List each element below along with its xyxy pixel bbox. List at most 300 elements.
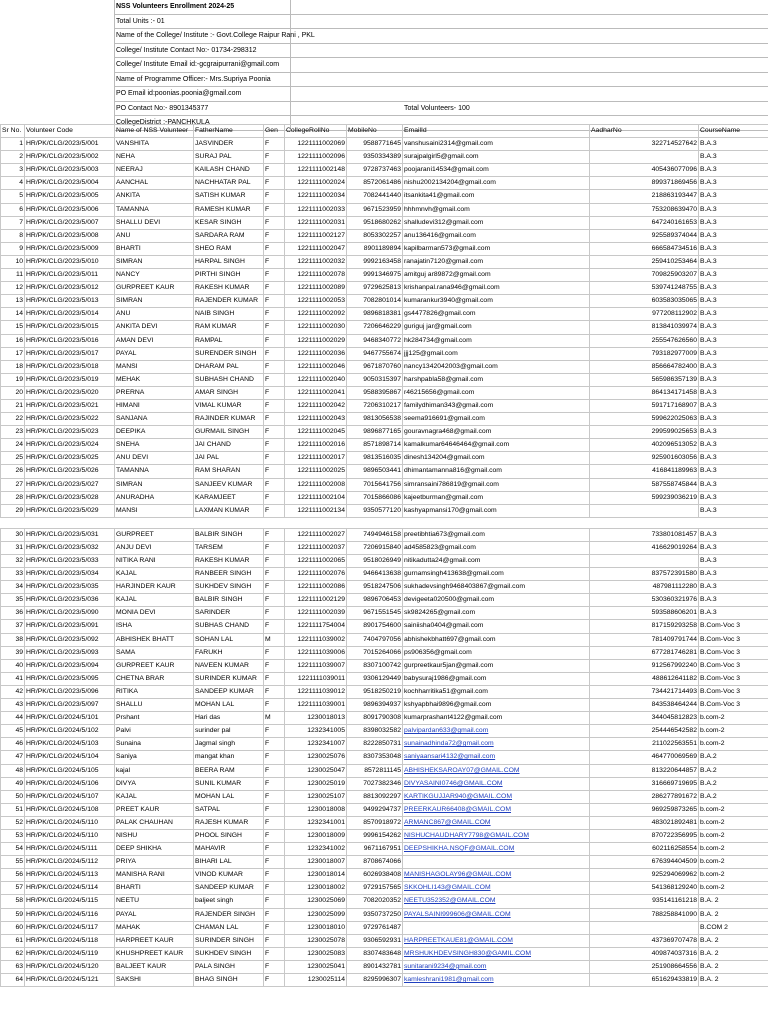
roll-no-cell[interactable]: 1230018007 (285, 856, 347, 869)
mobile-cell[interactable]: 9896394937 (347, 699, 403, 712)
email-cell[interactable]: shalludevi312@gmail.com (403, 216, 590, 229)
sr-no-cell[interactable]: 23 (1, 426, 25, 439)
sr-no-cell[interactable]: 17 (1, 347, 25, 360)
gender-cell[interactable]: F (264, 725, 285, 738)
roll-no-cell[interactable]: 1221111002042 (285, 399, 347, 412)
email-cell[interactable]: ad4585823@gmail.com (403, 541, 590, 554)
course-cell[interactable]: B.A.3 (699, 399, 768, 412)
roll-no-cell[interactable]: 1221111002041 (285, 386, 347, 399)
mobile-cell[interactable]: 8901754600 (347, 620, 403, 633)
email-cell[interactable]: simransaini786819@gmail.com (403, 478, 590, 491)
volunteer-name-cell[interactable]: VANSHITA (115, 138, 194, 151)
sr-no-cell[interactable]: 43 (1, 699, 25, 712)
volunteer-name-cell[interactable]: ISHA (115, 620, 194, 633)
volunteer-name-cell[interactable]: PRIYA (115, 856, 194, 869)
volunteer-code-cell[interactable]: HR/PK/CLG/2023/5/020 (25, 386, 115, 399)
aadhar-cell[interactable]: 733801081457 (590, 528, 699, 541)
sr-no-cell[interactable]: 14 (1, 308, 25, 321)
gender-cell[interactable]: F (264, 869, 285, 882)
sr-no-cell[interactable]: 19 (1, 373, 25, 386)
aadhar-cell[interactable]: 788258841090 (590, 908, 699, 921)
gender-cell[interactable]: F (264, 203, 285, 216)
gender-cell[interactable]: F (264, 229, 285, 242)
table-row[interactable] (1, 895, 768, 908)
aadhar-cell[interactable]: 259410253464 (590, 255, 699, 268)
gender-cell[interactable]: F (264, 843, 285, 856)
sr-no-cell[interactable]: 27 (1, 478, 25, 491)
gender-cell[interactable]: M (264, 633, 285, 646)
father-name-cell[interactable]: BALBIR SINGH (194, 528, 264, 541)
roll-no-cell[interactable]: 1221111002031 (285, 216, 347, 229)
sr-no-cell[interactable]: 13 (1, 295, 25, 308)
col-header[interactable]: AadharNo (590, 125, 699, 138)
aadhar-cell[interactable]: 587558745844 (590, 478, 699, 491)
volunteer-code-cell[interactable]: HR/PK/CLG/2023/5/033 (25, 555, 115, 568)
mobile-cell[interactable]: 8091790308 (347, 712, 403, 725)
sr-no-cell[interactable]: 46 (1, 738, 25, 751)
volunteer-name-cell[interactable]: SHALLU DEVI (115, 216, 194, 229)
volunteer-name-cell[interactable]: NEETU (115, 895, 194, 908)
father-name-cell[interactable]: RAJENDER SINGH (194, 908, 264, 921)
gender-cell[interactable]: F (264, 620, 285, 633)
mobile-cell[interactable]: 9671870760 (347, 360, 403, 373)
mobile-cell[interactable]: 7082441440 (347, 190, 403, 203)
email-cell[interactable]: surajpalgirl5@gmail.com (403, 151, 590, 164)
table-row[interactable] (1, 699, 768, 712)
mobile-cell[interactable]: 8572811145 (347, 764, 403, 777)
email-cell[interactable]: itsankita41@gmail.com (403, 190, 590, 203)
volunteer-name-cell[interactable]: PRERNA (115, 386, 194, 399)
course-cell[interactable]: B.A.3 (699, 347, 768, 360)
father-name-cell[interactable]: SURENDER SINGH (194, 347, 264, 360)
table-row[interactable] (1, 568, 768, 581)
aadhar-cell[interactable]: 251908664556 (590, 960, 699, 973)
father-name-cell[interactable]: NAIB SINGH (194, 308, 264, 321)
sr-no-cell[interactable]: 15 (1, 321, 25, 334)
aadhar-cell[interactable]: 565986357139 (590, 373, 699, 386)
volunteer-name-cell[interactable]: MANSI (115, 360, 194, 373)
father-name-cell[interactable]: KESAR SINGH (194, 216, 264, 229)
volunteer-name-cell[interactable]: CHETNA BRAR (115, 672, 194, 685)
sr-no-cell[interactable]: 59 (1, 908, 25, 921)
roll-no-cell[interactable]: 1221111002017 (285, 452, 347, 465)
sr-no-cell[interactable]: 47 (1, 751, 25, 764)
volunteer-name-cell[interactable]: GURPREET KAUR (115, 282, 194, 295)
volunteer-code-cell[interactable]: HR/PK/CLG/2024/5/113 (25, 869, 115, 882)
course-cell[interactable]: B.A.3 (699, 242, 768, 255)
aadhar-cell[interactable]: 602116258554 (590, 843, 699, 856)
email-cell[interactable]: sukhadevsingh9468403867@gmail.com (403, 581, 590, 594)
volunteer-code-cell[interactable]: HR/PK/CLG/2023/5/028 (25, 491, 115, 504)
roll-no-cell[interactable]: 1230025076 (285, 751, 347, 764)
course-cell[interactable]: B.A.3 (699, 373, 768, 386)
sr-no-cell[interactable]: 57 (1, 882, 25, 895)
gender-cell[interactable]: F (264, 594, 285, 607)
table-row[interactable] (1, 282, 768, 295)
gender-cell[interactable]: F (264, 452, 285, 465)
email-cell[interactable]: KARTIKGUJJAR940@GMAIL.COM (403, 790, 590, 803)
gender-cell[interactable]: F (264, 282, 285, 295)
volunteer-code-cell[interactable]: HR/PK/CLG/2024/5/106 (25, 777, 115, 790)
sr-no-cell[interactable]: 6 (1, 203, 25, 216)
father-name-cell[interactable]: NAVEEN KUMAR (194, 659, 264, 672)
course-cell[interactable]: b.com-2 (699, 869, 768, 882)
mobile-cell[interactable]: 9729157565 (347, 882, 403, 895)
course-cell[interactable]: B.A.3 (699, 177, 768, 190)
course-cell[interactable]: b.com-2 (699, 829, 768, 842)
volunteer-code-cell[interactable]: HR/PK/CLG/2023/5/007 (25, 216, 115, 229)
table-row[interactable] (1, 974, 768, 987)
sr-no-cell[interactable]: 62 (1, 947, 25, 960)
gender-cell[interactable]: F (264, 255, 285, 268)
volunteer-code-cell[interactable]: HR/PK/CLG/2023/5/004 (25, 177, 115, 190)
aadhar-cell[interactable]: 255547626560 (590, 334, 699, 347)
mobile-cell[interactable]: 9050315397 (347, 373, 403, 386)
volunteer-code-cell[interactable]: HR/PK/CLG/2023/5/024 (25, 439, 115, 452)
college-contact[interactable]: College/ Institute Contact No:- 01734-298312 (114, 44, 291, 58)
sr-no-cell[interactable]: 61 (1, 934, 25, 947)
roll-no-cell[interactable]: 1230025047 (285, 764, 347, 777)
college-district[interactable]: CollegeDistrict :-PANCHKULA (114, 116, 291, 130)
aadhar-cell[interactable]: 218863193447 (590, 190, 699, 203)
course-cell[interactable]: B.A.3 (699, 229, 768, 242)
gender-cell[interactable]: F (264, 751, 285, 764)
email-cell[interactable]: ABHISHEKSAROAY07@GMAIL.COM (403, 764, 590, 777)
roll-no-cell[interactable]: 1230025069 (285, 895, 347, 908)
course-cell[interactable]: B.A.3 (699, 491, 768, 504)
course-cell[interactable]: B.Com-Voc 3 (699, 620, 768, 633)
father-name-cell[interactable]: BALBIR SINGH (194, 594, 264, 607)
father-name-cell[interactable]: PIRTHI SINGH (194, 269, 264, 282)
email-cell[interactable]: saniyaansari4132@gmail.com (403, 751, 590, 764)
volunteer-name-cell[interactable]: NEERAJ (115, 164, 194, 177)
mobile-cell[interactable]: 7206915840 (347, 541, 403, 554)
email-cell[interactable]: guriguj jar@gmail.com (403, 321, 590, 334)
email-cell[interactable]: kochharritika51@gmail.com (403, 685, 590, 698)
sr-no-cell[interactable]: 40 (1, 659, 25, 672)
volunteer-code-cell[interactable]: HR/PK/CLG/2023/5/021 (25, 399, 115, 412)
sr-no-cell[interactable]: 21 (1, 399, 25, 412)
gender-cell[interactable]: F (264, 242, 285, 255)
volunteer-code-cell[interactable]: HR/PK/CLG/2024/5/117 (25, 921, 115, 934)
aadhar-cell[interactable]: 530360321976 (590, 594, 699, 607)
email-cell[interactable]: dhimantamanna816@gmail.com (403, 465, 590, 478)
volunteer-name-cell[interactable]: PALAK CHAUHAN (115, 816, 194, 829)
table-row[interactable] (1, 229, 768, 242)
volunteer-code-cell[interactable]: HR/PK/CLG/2023/5/012 (25, 282, 115, 295)
mobile-cell[interactable]: 9896706453 (347, 594, 403, 607)
course-cell[interactable]: B.Com-Voc 3 (699, 672, 768, 685)
email-cell[interactable]: r46215656@gmail.com (403, 386, 590, 399)
aadhar-cell[interactable] (590, 555, 699, 568)
gender-cell[interactable]: F (264, 646, 285, 659)
volunteer-code-cell[interactable]: HR/PK/CLG/2024/5/116 (25, 908, 115, 921)
course-cell[interactable]: B.Com-Voc 3 (699, 685, 768, 698)
volunteer-name-cell[interactable]: KAJAL (115, 568, 194, 581)
roll-no-cell[interactable]: 1221111002037 (285, 541, 347, 554)
father-name-cell[interactable]: RAM SHARAN (194, 465, 264, 478)
email-cell[interactable]: babysuraj1986@gmail.com (403, 672, 590, 685)
email-cell[interactable]: kumarprashant4122@gmail.com (403, 712, 590, 725)
roll-no-cell[interactable]: 1230018008 (285, 803, 347, 816)
roll-no-cell[interactable]: 1230018010 (285, 921, 347, 934)
mobile-cell[interactable]: 8307353048 (347, 751, 403, 764)
father-name-cell[interactable]: mangat khan (194, 751, 264, 764)
volunteer-name-cell[interactable]: SHALLU (115, 699, 194, 712)
sr-no-cell[interactable]: 64 (1, 974, 25, 987)
volunteer-name-cell[interactable]: HARPREET KAUR (115, 934, 194, 947)
volunteer-name-cell[interactable]: ANJU DEVI (115, 541, 194, 554)
volunteer-name-cell[interactable]: Palvi (115, 725, 194, 738)
mobile-cell[interactable]: 8307483648 (347, 947, 403, 960)
roll-no-cell[interactable]: 1221111039011 (285, 672, 347, 685)
aadhar-cell[interactable]: 651629433819 (590, 974, 699, 987)
sr-no-cell[interactable]: 60 (1, 921, 25, 934)
sr-no-cell[interactable]: 3 (1, 164, 25, 177)
table-row[interactable] (1, 712, 768, 725)
table-row[interactable] (1, 555, 768, 568)
roll-no-cell[interactable]: 1221111002053 (285, 295, 347, 308)
aadhar-cell[interactable]: 437369707478 (590, 934, 699, 947)
father-name-cell[interactable]: GURMAIL SINGH (194, 426, 264, 439)
aadhar-cell[interactable]: 677281746281 (590, 646, 699, 659)
volunteer-name-cell[interactable]: TAMANNA (115, 203, 194, 216)
sr-no-cell[interactable]: 45 (1, 725, 25, 738)
gender-cell[interactable]: F (264, 699, 285, 712)
course-cell[interactable]: B.Com-Voc 3 (699, 699, 768, 712)
volunteer-code-cell[interactable]: HR/PK/CLG/2023/5/029 (25, 504, 115, 517)
volunteer-code-cell[interactable]: HR/PK/CLG/2023/5/025 (25, 452, 115, 465)
volunteer-code-cell[interactable]: HR/PK/CLG/2024/5/121 (25, 974, 115, 987)
aadhar-cell[interactable]: 925901603056 (590, 452, 699, 465)
col-header[interactable]: Gen (264, 125, 285, 138)
course-cell[interactable]: B.A.3 (699, 528, 768, 541)
father-name-cell[interactable]: BEERA RAM (194, 764, 264, 777)
volunteer-name-cell[interactable]: GURPREET KAUR (115, 659, 194, 672)
table-row[interactable] (1, 321, 768, 334)
father-name-cell[interactable]: SARINDER (194, 607, 264, 620)
table-row[interactable] (1, 504, 768, 517)
gender-cell[interactable]: F (264, 177, 285, 190)
table-row[interactable] (1, 594, 768, 607)
course-cell[interactable]: B.A.3 (699, 282, 768, 295)
course-cell[interactable]: B.A.3 (699, 308, 768, 321)
email-cell[interactable]: SKKOHLI143@GMAIL.COM (403, 882, 590, 895)
email-cell[interactable]: gs4477826@gmail.com (403, 308, 590, 321)
roll-no-cell[interactable]: 1221111002046 (285, 360, 347, 373)
roll-no-cell[interactable]: 1221111002036 (285, 347, 347, 360)
course-cell[interactable]: B.A.3 (699, 413, 768, 426)
course-cell[interactable]: B.Com-Voc 3 (699, 646, 768, 659)
volunteer-name-cell[interactable]: Prshant (115, 712, 194, 725)
sr-no-cell[interactable]: 26 (1, 465, 25, 478)
course-cell[interactable]: B.A. 2 (699, 895, 768, 908)
email-cell[interactable]: kapilbarman573@gmail.com (403, 242, 590, 255)
col-header[interactable]: CollegeRollNo (285, 125, 347, 138)
aadhar-cell[interactable]: 817159293258 (590, 620, 699, 633)
father-name-cell[interactable]: PALA SINGH (194, 960, 264, 973)
table-row[interactable] (1, 177, 768, 190)
father-name-cell[interactable]: NACHHATAR PAL (194, 177, 264, 190)
gender-cell[interactable]: F (264, 478, 285, 491)
mobile-cell[interactable]: 9350737250 (347, 908, 403, 921)
sr-no-cell[interactable]: 30 (1, 528, 25, 541)
gender-cell[interactable]: M (264, 712, 285, 725)
email-cell[interactable]: dinesh134204@gmail.com (403, 452, 590, 465)
volunteer-name-cell[interactable]: MEHAK (115, 373, 194, 386)
course-cell[interactable]: b.com-2 (699, 725, 768, 738)
aadhar-cell[interactable]: 977208112902 (590, 308, 699, 321)
father-name-cell[interactable]: TARSEM (194, 541, 264, 554)
volunteer-name-cell[interactable]: SAKSHI (115, 974, 194, 987)
sr-no-cell[interactable]: 20 (1, 386, 25, 399)
course-cell[interactable]: b.com-2 (699, 738, 768, 751)
mobile-cell[interactable]: 8708674066 (347, 856, 403, 869)
sr-no-cell[interactable]: 42 (1, 685, 25, 698)
volunteer-code-cell[interactable]: HR/PK/CLG/2024/5/110 (25, 829, 115, 842)
volunteer-code-cell[interactable]: HR/PK/CLG/2024/5/104 (25, 751, 115, 764)
aadhar-cell[interactable] (590, 504, 699, 517)
mobile-cell[interactable]: 9729761487 (347, 921, 403, 934)
roll-no-cell[interactable]: 1221111002129 (285, 594, 347, 607)
course-cell[interactable]: B.A.3 (699, 581, 768, 594)
roll-no-cell[interactable]: 1221111002034 (285, 190, 347, 203)
father-name-cell[interactable]: KARAMJEET (194, 491, 264, 504)
volunteer-code-cell[interactable]: HR/PK/CLG/2023/5/002 (25, 151, 115, 164)
mobile-cell[interactable]: 9813516035 (347, 452, 403, 465)
volunteer-code-cell[interactable]: HR/PK/CLG/2023/5/005 (25, 190, 115, 203)
aadhar-cell[interactable]: 286277891672 (590, 790, 699, 803)
col-header[interactable]: FatherName (194, 125, 264, 138)
gender-cell[interactable]: F (264, 921, 285, 934)
volunteer-code-cell[interactable]: HR/PK/CLG/2023/5/094 (25, 659, 115, 672)
father-name-cell[interactable]: RAJENDER KUMAR (194, 295, 264, 308)
volunteer-name-cell[interactable]: NANCY (115, 269, 194, 282)
course-cell[interactable]: B.A.3 (699, 465, 768, 478)
father-name-cell[interactable]: RAMPAL (194, 334, 264, 347)
gender-cell[interactable]: F (264, 895, 285, 908)
father-name-cell[interactable]: VIMAL KUMAR (194, 399, 264, 412)
gender-cell[interactable]: F (264, 672, 285, 685)
father-name-cell[interactable]: FARUKH (194, 646, 264, 659)
gender-cell[interactable]: F (264, 269, 285, 282)
email-cell[interactable]: DEEPSHIKHA.NSQF@GMAIL.COM (403, 843, 590, 856)
father-name-cell[interactable]: DHARAM PAL (194, 360, 264, 373)
volunteer-code-cell[interactable]: HR/PK/CLG/2024/5/112 (25, 856, 115, 869)
course-cell[interactable]: b.com-2 (699, 816, 768, 829)
table-row[interactable] (1, 790, 768, 803)
email-cell[interactable]: abhishekbhatt697@gmail.com (403, 633, 590, 646)
table-row[interactable] (1, 882, 768, 895)
email-cell[interactable]: jjj125@gmail.com (403, 347, 590, 360)
mobile-cell[interactable]: 9588771645 (347, 138, 403, 151)
po-email[interactable]: PO Email id:poonias.poonia@gmail.com (114, 87, 291, 101)
aadhar-cell[interactable]: 899371869456 (590, 177, 699, 190)
email-cell[interactable]: sunitarani9234@gmail.com (403, 960, 590, 973)
father-name-cell[interactable]: SATPAL (194, 803, 264, 816)
roll-no-cell[interactable]: 1230018002 (285, 882, 347, 895)
table-row[interactable] (1, 269, 768, 282)
gender-cell[interactable]: F (264, 974, 285, 987)
mobile-cell[interactable]: 9896877165 (347, 426, 403, 439)
mobile-cell[interactable]: 7015641756 (347, 478, 403, 491)
gender-cell[interactable]: F (264, 504, 285, 517)
roll-no-cell[interactable]: 1230018013 (285, 712, 347, 725)
roll-no-cell[interactable]: 1221111039006 (285, 646, 347, 659)
volunteer-name-cell[interactable]: PAYAL (115, 908, 194, 921)
sr-no-cell[interactable]: 33 (1, 568, 25, 581)
aadhar-cell[interactable]: 856664782400 (590, 360, 699, 373)
email-cell[interactable]: kamalkumar64646464@gmail.com (403, 439, 590, 452)
table-row[interactable] (1, 151, 768, 164)
volunteer-code-cell[interactable]: HR/PK/CLG/2023/5/035 (25, 581, 115, 594)
email-cell[interactable]: kumarankur3940@gmail.com (403, 295, 590, 308)
table-row[interactable] (1, 921, 768, 934)
father-name-cell[interactable]: RAMESH KUMAR (194, 203, 264, 216)
volunteer-code-cell[interactable]: HR/PK/CLG/2024/5/101 (25, 712, 115, 725)
sr-no-cell[interactable]: 53 (1, 829, 25, 842)
roll-no-cell[interactable]: 1221111039007 (285, 659, 347, 672)
volunteer-code-cell[interactable]: HR/PK/CLG/2023/5/008 (25, 229, 115, 242)
table-row[interactable] (1, 360, 768, 373)
roll-no-cell[interactable]: 1221111002148 (285, 164, 347, 177)
roll-no-cell[interactable]: 1230025083 (285, 947, 347, 960)
mobile-cell[interactable]: 9671167951 (347, 843, 403, 856)
aadhar-cell[interactable]: 322714527642 (590, 138, 699, 151)
email-cell[interactable]: krishanpal.rana946@gmail.com (403, 282, 590, 295)
aadhar-cell[interactable]: 647240161653 (590, 216, 699, 229)
sr-no-cell[interactable]: 56 (1, 869, 25, 882)
sr-no-cell[interactable]: 51 (1, 803, 25, 816)
aadhar-cell[interactable]: 676394404509 (590, 856, 699, 869)
father-name-cell[interactable]: JASVINDER (194, 138, 264, 151)
course-cell[interactable]: B.A.3 (699, 439, 768, 452)
gender-cell[interactable]: F (264, 334, 285, 347)
table-row[interactable] (1, 138, 768, 151)
table-row[interactable] (1, 607, 768, 620)
volunteer-name-cell[interactable]: ANURADHA (115, 491, 194, 504)
gender-cell[interactable]: F (264, 216, 285, 229)
gender-cell[interactable]: F (264, 947, 285, 960)
volunteer-code-cell[interactable]: HR/PK/CLG/2023/5/011 (25, 269, 115, 282)
sr-no-cell[interactable]: 24 (1, 439, 25, 452)
volunteer-name-cell[interactable]: SIMRAN (115, 295, 194, 308)
mobile-cell[interactable]: 7494946158 (347, 528, 403, 541)
roll-no-cell[interactable]: 1232341007 (285, 738, 347, 751)
email-cell[interactable]: amitguj ar89872@gmail.com (403, 269, 590, 282)
gender-cell[interactable]: F (264, 528, 285, 541)
email-cell[interactable]: DIVYASAINI0746@GMAIL.COM (403, 777, 590, 790)
table-row[interactable] (1, 908, 768, 921)
gender-cell[interactable]: F (264, 777, 285, 790)
volunteer-code-cell[interactable]: HR/PK/CLG/2024/5/120 (25, 960, 115, 973)
aadhar-cell[interactable]: 603583035065 (590, 295, 699, 308)
sr-no-cell[interactable]: 34 (1, 581, 25, 594)
father-name-cell[interactable]: AMAR SINGH (194, 386, 264, 399)
gender-cell[interactable]: F (264, 856, 285, 869)
aadhar-cell[interactable]: 409874037316 (590, 947, 699, 960)
volunteer-name-cell[interactable]: GURPREET (115, 528, 194, 541)
email-cell[interactable]: nitikadutta24@gmail.com (403, 555, 590, 568)
email-cell[interactable]: MRSHUKHDEVSINGH830@GAMIL.COM (403, 947, 590, 960)
gender-cell[interactable]: F (264, 295, 285, 308)
roll-no-cell[interactable]: 1221111002089 (285, 282, 347, 295)
father-name-cell[interactable]: SHEO RAM (194, 242, 264, 255)
volunteer-name-cell[interactable]: DEEP SHIKHA (115, 843, 194, 856)
volunteer-code-cell[interactable]: HR/PK/CLG/2023/5/010 (25, 255, 115, 268)
roll-no-cell[interactable]: 1221111002127 (285, 229, 347, 242)
sr-no-cell[interactable]: 4 (1, 177, 25, 190)
